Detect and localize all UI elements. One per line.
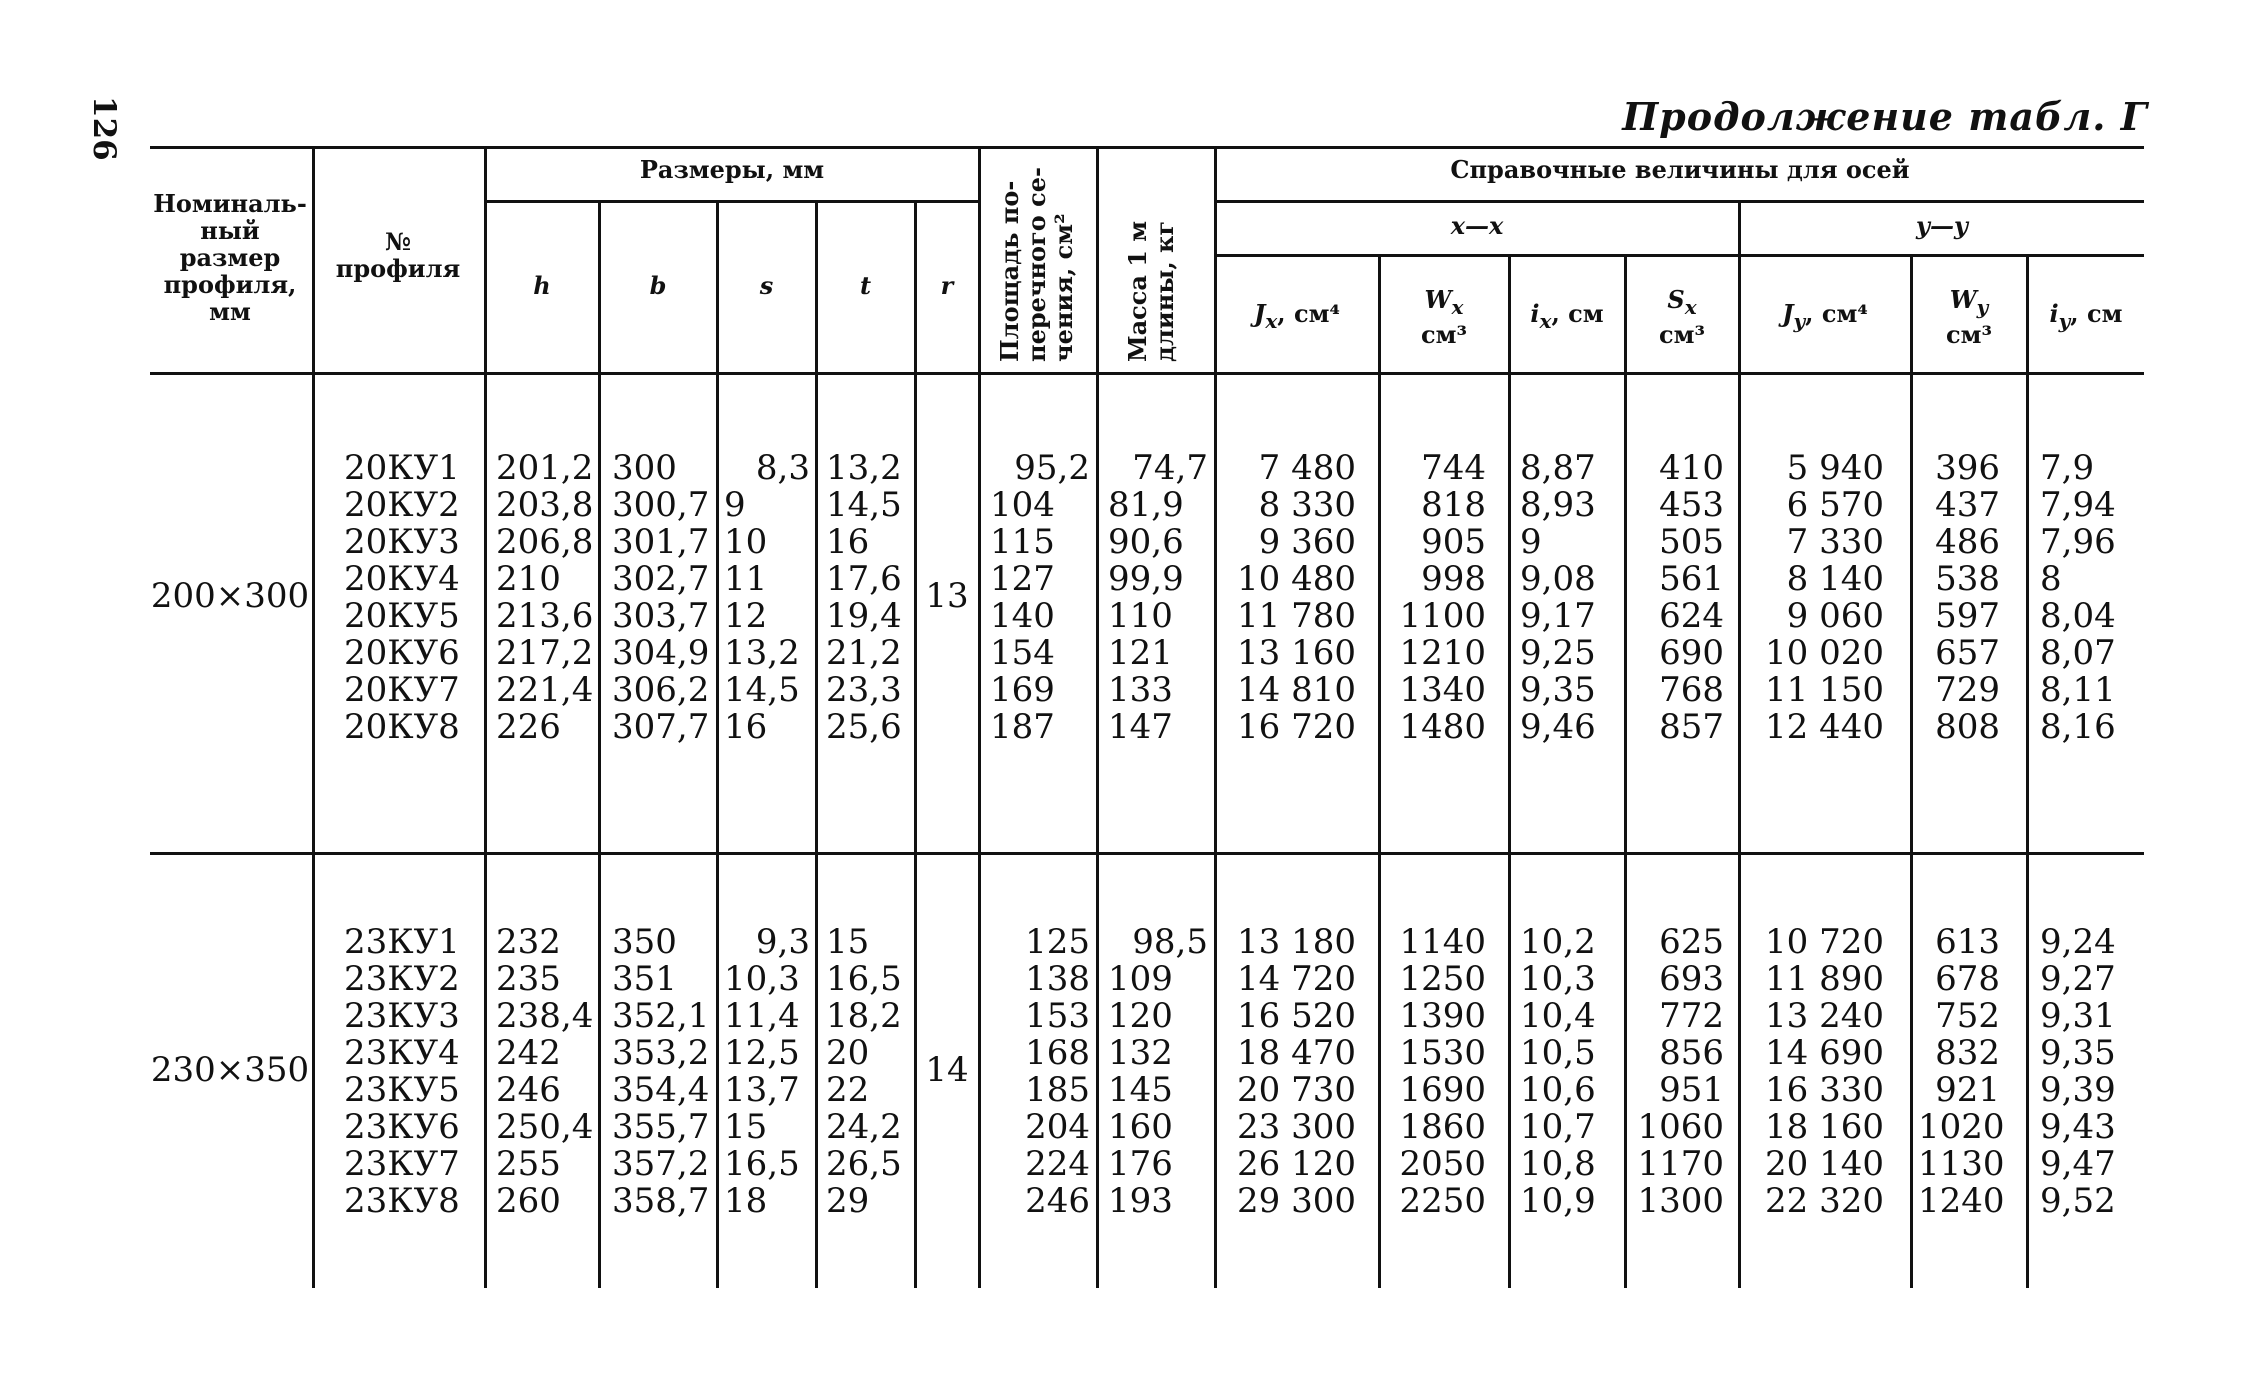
cell-h: 260 — [496, 1181, 561, 1221]
cell-jy: 20 140 — [1765, 1144, 1884, 1184]
table-caption: Продолжение табл. Г — [1622, 94, 2148, 139]
cell-s: 18 — [724, 1181, 768, 1221]
cell-s: 14,5 — [724, 670, 800, 710]
rule-dimensions — [485, 200, 980, 203]
cell-area: 204 — [1025, 1107, 1090, 1147]
cell-t: 23,3 — [826, 670, 902, 710]
cell-wx: 1860 — [1399, 1107, 1486, 1147]
cell-jy: 6 570 — [1786, 485, 1884, 525]
cell-ix: 10,6 — [1520, 1070, 1596, 1110]
cell-wy: 752 — [1935, 996, 2000, 1036]
cell-sx: 857 — [1659, 707, 1724, 747]
cell-jx: 20 730 — [1237, 1070, 1356, 1110]
cell-iy: 8,16 — [2040, 707, 2116, 747]
header-r: r — [940, 271, 954, 300]
cell-wx: 1690 — [1399, 1070, 1486, 1110]
cell-wy: 808 — [1935, 707, 2000, 747]
cell-t: 15 — [826, 922, 870, 962]
wx-symbol: W — [1424, 285, 1452, 314]
nominal-size: 200×300 — [150, 575, 310, 616]
nominal-size: 230×350 — [150, 1049, 310, 1090]
cell-iy: 7,9 — [2040, 448, 2095, 488]
cell-ix: 9,46 — [1520, 707, 1596, 747]
cell-iy: 7,94 — [2040, 485, 2116, 525]
cell-wy: 832 — [1935, 1033, 2000, 1073]
cell-jy: 9 060 — [1786, 596, 1884, 636]
cell-no: 23КУ4 — [344, 1033, 460, 1073]
cell-wx: 2050 — [1399, 1144, 1486, 1184]
cell-iy: 9,24 — [2040, 922, 2116, 962]
header-axis-yy: y—y — [1916, 211, 1968, 240]
cell-area: 154 — [990, 633, 1055, 673]
cell-sx: 410 — [1659, 448, 1724, 488]
cell-mass: 99,9 — [1108, 559, 1184, 599]
cell-ix: 10,2 — [1520, 922, 1596, 962]
header-h: h — [533, 271, 551, 300]
cell-mass: 176 — [1108, 1144, 1173, 1184]
cell-sx: 951 — [1659, 1070, 1724, 1110]
col-rule-14 — [1910, 256, 1913, 1288]
wy-unit: см³ — [1946, 319, 1992, 349]
jy-unit: , см⁴ — [1805, 299, 1868, 328]
radius-r: 13 — [925, 575, 969, 616]
header-iy — [2028, 300, 2144, 335]
cell-jy: 11 890 — [1765, 959, 1884, 999]
cell-sx: 856 — [1659, 1033, 1724, 1073]
cell-jy: 12 440 — [1765, 707, 1884, 747]
cell-s: 9 — [724, 485, 746, 525]
cell-no: 20КУ3 — [344, 522, 460, 562]
cell-wy: 613 — [1935, 922, 2000, 962]
cell-mass: 160 — [1108, 1107, 1173, 1147]
ix-subscript: x — [1539, 308, 1552, 333]
cell-wx: 1250 — [1399, 959, 1486, 999]
cell-s: 13,2 — [724, 633, 800, 673]
cell-wx: 1530 — [1399, 1033, 1486, 1073]
cell-jx: 9 360 — [1258, 522, 1356, 562]
cell-b: 306,2 — [612, 670, 710, 710]
cell-b: 351 — [612, 959, 677, 999]
cell-wy: 538 — [1935, 559, 2000, 599]
cell-jy: 18 160 — [1765, 1107, 1884, 1147]
cell-wx: 1100 — [1399, 596, 1486, 636]
header-axis-xx: x—x — [1450, 211, 1504, 240]
cell-s: 8,3 — [755, 448, 810, 488]
cell-no: 23КУ6 — [344, 1107, 460, 1147]
header-nominal-size: Номиналь- ный размер профиля, мм — [153, 189, 307, 326]
cell-iy: 9,39 — [2040, 1070, 2116, 1110]
cell-t: 19,4 — [826, 596, 902, 636]
cell-area: 125 — [1025, 922, 1090, 962]
jy-subscript: y — [1793, 308, 1806, 333]
cell-s: 11 — [724, 559, 768, 599]
cell-sx: 624 — [1659, 596, 1724, 636]
cell-jx: 7 480 — [1258, 448, 1356, 488]
cell-jy: 10 720 — [1765, 922, 1884, 962]
cell-jx: 29 300 — [1237, 1181, 1356, 1221]
cell-iy: 9,27 — [2040, 959, 2116, 999]
cell-iy: 9,43 — [2040, 1107, 2116, 1147]
col-rule-11 — [1508, 256, 1511, 1288]
header-profile-no: № профиля — [335, 227, 461, 283]
col-rule-12 — [1624, 256, 1627, 1288]
cell-no: 20КУ6 — [344, 633, 460, 673]
cell-jx: 13 160 — [1237, 633, 1356, 673]
cell-ix: 9,08 — [1520, 559, 1596, 599]
cell-sx: 505 — [1659, 522, 1724, 562]
page-number: 126 — [86, 96, 122, 161]
cell-jx: 8 330 — [1258, 485, 1356, 525]
cell-wy: 678 — [1935, 959, 2000, 999]
cell-h: 238,4 — [496, 996, 594, 1036]
col-rule-5 — [815, 202, 818, 1288]
cell-ix: 10,7 — [1520, 1107, 1596, 1147]
rule-header-bottom — [150, 372, 2144, 375]
ix-symbol: i — [1530, 299, 1540, 328]
wy-subscript: y — [1976, 294, 1989, 319]
cell-jx: 16 720 — [1237, 707, 1356, 747]
cell-wx: 1140 — [1399, 922, 1486, 962]
cell-jy: 22 320 — [1765, 1181, 1884, 1221]
cell-iy: 7,96 — [2040, 522, 2116, 562]
cell-mass: 132 — [1108, 1033, 1173, 1073]
col-rule-6 — [914, 202, 917, 1288]
cell-jx: 10 480 — [1237, 559, 1356, 599]
cell-s: 16 — [724, 707, 768, 747]
col-rule-8 — [1096, 148, 1099, 1288]
cell-no: 20КУ7 — [344, 670, 460, 710]
cell-no: 20КУ8 — [344, 707, 460, 747]
cell-no: 23КУ7 — [344, 1144, 460, 1184]
cell-wx: 818 — [1421, 485, 1486, 525]
sx-unit: см³ — [1659, 319, 1705, 349]
jx-symbol: J — [1254, 299, 1266, 328]
header-reference: Справочные величины для осей — [1450, 155, 1910, 184]
wy-symbol: W — [1949, 285, 1977, 314]
cell-no: 23КУ1 — [344, 922, 460, 962]
cell-no: 20КУ4 — [344, 559, 460, 599]
cell-sx: 768 — [1659, 670, 1724, 710]
cell-jy: 11 150 — [1765, 670, 1884, 710]
cell-no: 23КУ5 — [344, 1070, 460, 1110]
header-mass: Масса 1 м длины, кг — [1123, 220, 1179, 362]
cell-no: 20КУ1 — [344, 448, 460, 488]
cell-jy: 16 330 — [1765, 1070, 1884, 1110]
cell-wx: 1340 — [1399, 670, 1486, 710]
cell-sx: 690 — [1659, 633, 1724, 673]
sx-symbol: S — [1667, 285, 1685, 314]
col-rule-10 — [1378, 256, 1381, 1288]
col-rule-13 — [1738, 202, 1741, 1288]
cell-t: 17,6 — [826, 559, 902, 599]
cell-iy: 9,47 — [2040, 1144, 2116, 1184]
cell-t: 25,6 — [826, 707, 902, 747]
cell-no: 20КУ2 — [344, 485, 460, 525]
header-s: s — [759, 271, 774, 300]
cell-h: 206,8 — [496, 522, 594, 562]
cell-t: 20 — [826, 1033, 870, 1073]
wx-unit: см³ — [1421, 319, 1467, 349]
cell-h: 246 — [496, 1070, 561, 1110]
cell-sx: 772 — [1659, 996, 1724, 1036]
cell-mass: 121 — [1108, 633, 1173, 673]
cell-b: 300,7 — [612, 485, 710, 525]
cell-b: 302,7 — [612, 559, 710, 599]
cell-wx: 1480 — [1399, 707, 1486, 747]
cell-jy: 13 240 — [1765, 996, 1884, 1036]
cell-iy: 8,11 — [2040, 670, 2116, 710]
cell-s: 13,7 — [724, 1070, 800, 1110]
ix-unit: , см — [1551, 299, 1604, 328]
cell-area: 138 — [1025, 959, 1090, 999]
cell-wy: 396 — [1935, 448, 2000, 488]
cell-mass: 145 — [1108, 1070, 1173, 1110]
cell-iy: 8 — [2040, 559, 2062, 599]
cell-jy: 10 020 — [1765, 633, 1884, 673]
header-jy — [1740, 300, 1910, 335]
cell-iy: 8,07 — [2040, 633, 2116, 673]
iy-subscript: y — [2058, 308, 2071, 333]
cell-iy: 8,04 — [2040, 596, 2116, 636]
cell-jx: 13 180 — [1237, 922, 1356, 962]
cell-mass: 147 — [1108, 707, 1173, 747]
cell-wy: 921 — [1935, 1070, 2000, 1110]
cell-sx: 625 — [1659, 922, 1724, 962]
cell-jx: 11 780 — [1237, 596, 1356, 636]
cell-b: 303,7 — [612, 596, 710, 636]
cell-area: 115 — [990, 522, 1055, 562]
cell-ix: 8,87 — [1520, 448, 1596, 488]
cell-wy: 1020 — [1918, 1107, 2005, 1147]
cell-area: 246 — [1025, 1181, 1090, 1221]
cell-wy: 729 — [1935, 670, 2000, 710]
rule-axes — [1215, 254, 2144, 257]
cell-h: 217,2 — [496, 633, 594, 673]
cell-s: 11,4 — [724, 996, 800, 1036]
cell-sx: 1170 — [1637, 1144, 1724, 1184]
iy-unit: , см — [2070, 299, 2123, 328]
jy-symbol: J — [1782, 299, 1794, 328]
cell-jx: 18 470 — [1237, 1033, 1356, 1073]
wx-subscript: x — [1451, 294, 1464, 319]
cell-t: 16,5 — [826, 959, 902, 999]
col-rule-4 — [716, 202, 719, 1288]
cell-h: 201,2 — [496, 448, 594, 488]
col-rule-3 — [598, 202, 601, 1288]
cell-jy: 5 940 — [1786, 448, 1884, 488]
header-area: Площадь по- перечного се- чения, см² — [995, 167, 1078, 362]
radius-r: 14 — [925, 1049, 969, 1090]
cell-no: 23КУ8 — [344, 1181, 460, 1221]
cell-b: 358,7 — [612, 1181, 710, 1221]
cell-wy: 597 — [1935, 596, 2000, 636]
cell-wy: 657 — [1935, 633, 2000, 673]
col-rule-2 — [484, 148, 487, 1288]
cell-b: 307,7 — [612, 707, 710, 747]
cell-b: 354,4 — [612, 1070, 710, 1110]
cell-ix: 10,5 — [1520, 1033, 1596, 1073]
rule-group-sep — [150, 852, 2144, 855]
cell-s: 16,5 — [724, 1144, 800, 1184]
cell-sx: 1060 — [1637, 1107, 1724, 1147]
cell-t: 24,2 — [826, 1107, 902, 1147]
cell-area: 187 — [990, 707, 1055, 747]
cell-jy: 8 140 — [1786, 559, 1884, 599]
header-b: b — [649, 271, 667, 300]
cell-ix: 10,8 — [1520, 1144, 1596, 1184]
cell-ix: 10,4 — [1520, 996, 1596, 1036]
cell-mass: 109 — [1108, 959, 1173, 999]
cell-iy: 9,52 — [2040, 1181, 2116, 1221]
cell-wx: 1210 — [1399, 633, 1486, 673]
cell-h: 213,6 — [496, 596, 594, 636]
cell-area: 224 — [1025, 1144, 1090, 1184]
cell-t: 14,5 — [826, 485, 902, 525]
cell-area: 169 — [990, 670, 1055, 710]
sx-subscript: x — [1684, 294, 1697, 319]
cell-b: 353,2 — [612, 1033, 710, 1073]
cell-mass: 133 — [1108, 670, 1173, 710]
cell-wy: 437 — [1935, 485, 2000, 525]
cell-s: 12 — [724, 596, 768, 636]
cell-t: 29 — [826, 1181, 870, 1221]
cell-ix: 9,25 — [1520, 633, 1596, 673]
cell-jx: 23 300 — [1237, 1107, 1356, 1147]
col-rule-7 — [978, 148, 981, 1288]
col-rule-1 — [312, 148, 315, 1288]
cell-s: 12,5 — [724, 1033, 800, 1073]
cell-mass: 74,7 — [1132, 448, 1208, 488]
header-t: t — [859, 271, 872, 300]
cell-h: 226 — [496, 707, 561, 747]
cell-ix: 8,93 — [1520, 485, 1596, 525]
cell-no: 20КУ5 — [344, 596, 460, 636]
iy-symbol: i — [2049, 299, 2059, 328]
cell-sx: 693 — [1659, 959, 1724, 999]
cell-t: 13,2 — [826, 448, 902, 488]
cell-b: 304,9 — [612, 633, 710, 673]
cell-s: 10 — [724, 522, 768, 562]
cell-area: 95,2 — [1014, 448, 1090, 488]
cell-area: 168 — [1025, 1033, 1090, 1073]
col-rule-15 — [2026, 256, 2029, 1288]
header-jx — [1216, 300, 1378, 335]
cell-jy: 14 690 — [1765, 1033, 1884, 1073]
cell-no: 23КУ3 — [344, 996, 460, 1036]
cell-b: 352,1 — [612, 996, 710, 1036]
cell-jx: 16 520 — [1237, 996, 1356, 1036]
cell-wy: 1130 — [1918, 1144, 2005, 1184]
cell-h: 203,8 — [496, 485, 594, 525]
cell-h: 221,4 — [496, 670, 594, 710]
cell-b: 355,7 — [612, 1107, 710, 1147]
cell-area: 153 — [1025, 996, 1090, 1036]
cell-t: 21,2 — [826, 633, 902, 673]
cell-wx: 1390 — [1399, 996, 1486, 1036]
cell-ix: 10,9 — [1520, 1181, 1596, 1221]
cell-ix: 9 — [1520, 522, 1542, 562]
cell-ix: 10,3 — [1520, 959, 1596, 999]
cell-h: 210 — [496, 559, 561, 599]
cell-mass: 98,5 — [1132, 922, 1208, 962]
cell-s: 9,3 — [755, 922, 810, 962]
cell-iy: 9,31 — [2040, 996, 2116, 1036]
cell-t: 16 — [826, 522, 870, 562]
cell-s: 15 — [724, 1107, 768, 1147]
cell-h: 232 — [496, 922, 561, 962]
cell-area: 140 — [990, 596, 1055, 636]
cell-s: 10,3 — [724, 959, 800, 999]
cell-wx: 744 — [1421, 448, 1486, 488]
cell-mass: 193 — [1108, 1181, 1173, 1221]
cell-b: 357,2 — [612, 1144, 710, 1184]
cell-sx: 1300 — [1637, 1181, 1724, 1221]
cell-area: 185 — [1025, 1070, 1090, 1110]
cell-h: 250,4 — [496, 1107, 594, 1147]
cell-area: 104 — [990, 485, 1055, 525]
cell-h: 235 — [496, 959, 561, 999]
cell-wx: 905 — [1421, 522, 1486, 562]
cell-wx: 2250 — [1399, 1181, 1486, 1221]
cell-jx: 14 810 — [1237, 670, 1356, 710]
cell-area: 127 — [990, 559, 1055, 599]
cell-mass: 90,6 — [1108, 522, 1184, 562]
cell-no: 23КУ2 — [344, 959, 460, 999]
jx-unit: , см⁴ — [1277, 299, 1340, 328]
jx-subscript: x — [1265, 308, 1278, 333]
header-wx — [1380, 286, 1508, 348]
cell-jx: 26 120 — [1237, 1144, 1356, 1184]
cell-wy: 486 — [1935, 522, 2000, 562]
cell-mass: 110 — [1108, 596, 1173, 636]
cell-jy: 7 330 — [1786, 522, 1884, 562]
cell-t: 26,5 — [826, 1144, 902, 1184]
cell-t: 22 — [826, 1070, 870, 1110]
header-ix — [1510, 300, 1624, 335]
rule-top — [150, 146, 2144, 149]
cell-ix: 9,35 — [1520, 670, 1596, 710]
cell-iy: 9,35 — [2040, 1033, 2116, 1073]
cell-wx: 998 — [1421, 559, 1486, 599]
header-sx — [1626, 286, 1738, 348]
header-dimensions: Размеры, мм — [639, 155, 825, 184]
cell-jx: 14 720 — [1237, 959, 1356, 999]
header-wy — [1912, 286, 2026, 348]
cell-b: 301,7 — [612, 522, 710, 562]
cell-mass: 120 — [1108, 996, 1173, 1036]
cell-mass: 81,9 — [1108, 485, 1184, 525]
cell-sx: 561 — [1659, 559, 1724, 599]
cell-b: 300 — [612, 448, 677, 488]
cell-ix: 9,17 — [1520, 596, 1596, 636]
cell-h: 242 — [496, 1033, 561, 1073]
cell-t: 18,2 — [826, 996, 902, 1036]
rule-reference — [1215, 200, 2144, 203]
cell-sx: 453 — [1659, 485, 1724, 525]
cell-b: 350 — [612, 922, 677, 962]
cell-h: 255 — [496, 1144, 561, 1184]
cell-wy: 1240 — [1918, 1181, 2005, 1221]
